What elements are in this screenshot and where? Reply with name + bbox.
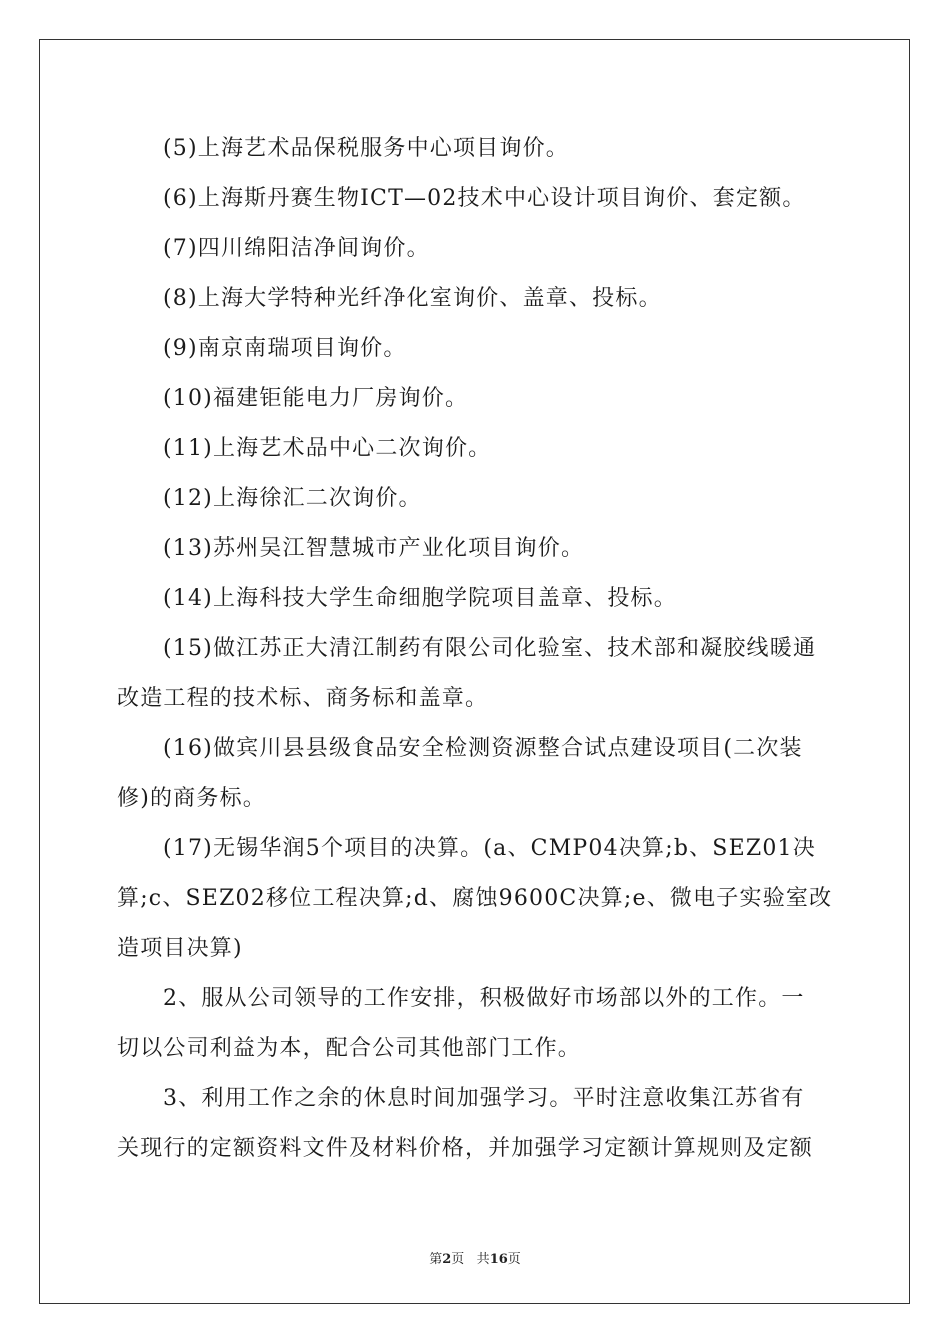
page-footer <box>0 1248 950 1267</box>
text-line: (9)南京南瑞项目询价。 <box>163 336 407 361</box>
text-line: 关现行的定额资料文件及材料价格，并加强学习定额计算规则及定额 <box>117 1136 814 1161</box>
text-line: (14)上海科技大学生命细胞学院项目盖章、投标。 <box>163 586 677 611</box>
text-line: (16)做宾川县县级食品安全检测资源整合试点建设项目(二次装 <box>163 736 803 761</box>
text-line: (7)四川绵阳洁净间询价。 <box>163 236 430 261</box>
footer-total-suffix: 页 <box>507 1252 521 1267</box>
footer-page-number: 2 <box>442 1252 452 1267</box>
footer-total-prefix: 共 <box>476 1252 490 1267</box>
text-line: (11)上海艺术品中心二次询价。 <box>163 436 492 461</box>
document-body <box>117 124 833 1174</box>
text-line: 3、利用工作之余的休息时间加强学习。平时注意收集江苏省有 <box>163 1086 805 1111</box>
text-line: (6)上海斯丹赛生物ICT—02技术中心设计项目询价、套定额。 <box>163 186 806 211</box>
text-line: (10)福建钜能电力厂房询价。 <box>163 386 469 411</box>
footer-page-prefix: 第 <box>429 1252 443 1267</box>
text-line: (8)上海大学特种光纤净化室询价、盖章、投标。 <box>163 286 662 311</box>
text-line: (13)苏州吴江智慧城市产业化项目询价。 <box>163 536 585 561</box>
text-line: (5)上海艺术品保税服务中心项目询价。 <box>163 136 569 161</box>
text-line: (17)无锡华润5个项目的决算。(a、CMP04决算;b、SEZ01决 <box>163 836 816 861</box>
footer-total-pages: 16 <box>489 1252 508 1267</box>
text-line: 切以公司利益为本，配合公司其他部门工作。 <box>117 1036 582 1061</box>
footer-page-suffix: 页 <box>451 1252 465 1267</box>
text-line: (12)上海徐汇二次询价。 <box>163 486 422 511</box>
text-line: 造项目决算) <box>117 936 243 961</box>
text-line: 2、服从公司领导的工作安排，积极做好市场部以外的工作。一 <box>163 986 805 1011</box>
text-line: 改造工程的技术标、商务标和盖章。 <box>117 686 489 711</box>
text-line: 算;c、SEZ02移位工程决算;d、腐蚀9600C决算;e、微电子实验室改 <box>117 886 833 911</box>
text-line: (15)做江苏正大清江制药有限公司化验室、技术部和凝胶线暖通 <box>163 636 817 661</box>
text-line: 修)的商务标。 <box>117 786 266 811</box>
